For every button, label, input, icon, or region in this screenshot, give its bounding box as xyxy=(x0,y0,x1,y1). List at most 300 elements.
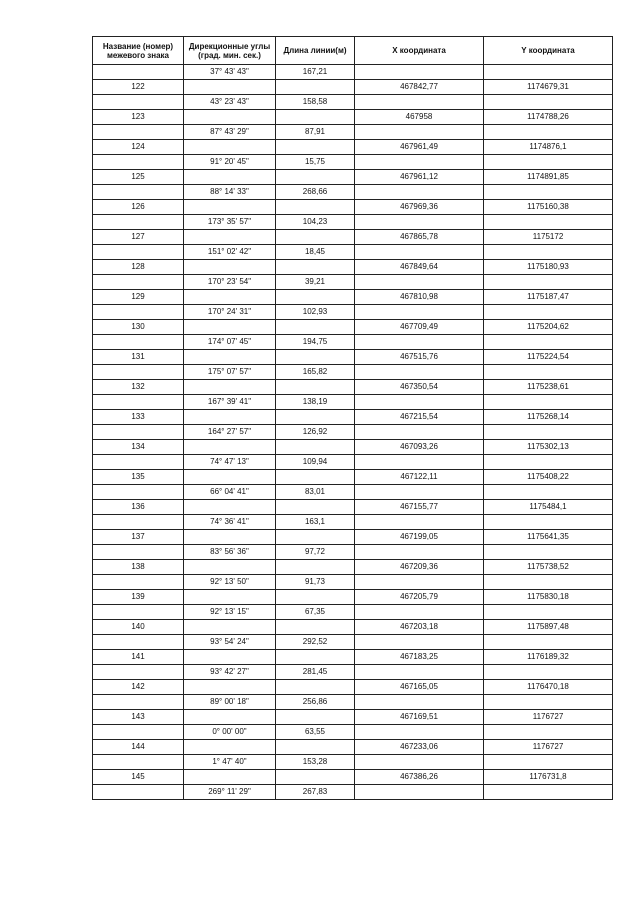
point-row xyxy=(93,170,613,185)
point-row xyxy=(93,410,613,425)
point-blank-angle xyxy=(184,620,276,635)
point-x: 467205,79 xyxy=(355,590,484,605)
point-blank-length xyxy=(276,620,355,635)
segment-row xyxy=(93,305,613,320)
point-blank-length xyxy=(276,350,355,365)
segment-row xyxy=(93,95,613,110)
point-y: 1175187,47 xyxy=(484,290,613,305)
segment-length: 292,52 xyxy=(276,635,355,650)
segment-blank-x xyxy=(355,605,484,620)
segment-length: 83,01 xyxy=(276,485,355,500)
point-y: 1176470,18 xyxy=(484,680,613,695)
segment-row xyxy=(93,515,613,530)
point-blank-angle xyxy=(184,350,276,365)
point-name: 143 xyxy=(93,710,184,725)
boundary-coordinates-table xyxy=(92,36,613,800)
point-blank-length xyxy=(276,290,355,305)
point-blank-length xyxy=(276,200,355,215)
point-x: 467199,05 xyxy=(355,530,484,545)
point-name: 140 xyxy=(93,620,184,635)
segment-length: 163,1 xyxy=(276,515,355,530)
segment-blank-x xyxy=(355,335,484,350)
point-name: 135 xyxy=(93,470,184,485)
point-y: 1174679,31 xyxy=(484,80,613,95)
point-blank-angle xyxy=(184,470,276,485)
point-blank-angle xyxy=(184,530,276,545)
segment-length: 267,83 xyxy=(276,785,355,800)
point-blank-length xyxy=(276,530,355,545)
segment-blank-name xyxy=(93,725,184,740)
point-blank-length xyxy=(276,770,355,785)
point-name: 141 xyxy=(93,650,184,665)
segment-row xyxy=(93,605,613,620)
segment-blank-name xyxy=(93,305,184,320)
point-blank-length xyxy=(276,170,355,185)
segment-angle: 83° 56' 36" xyxy=(184,545,276,560)
point-blank-angle xyxy=(184,380,276,395)
segment-blank-x xyxy=(355,425,484,440)
segment-blank-y xyxy=(484,275,613,290)
point-x: 467122,11 xyxy=(355,470,484,485)
segment-blank-x xyxy=(355,785,484,800)
segment-blank-name xyxy=(93,275,184,290)
segment-angle: 87° 43' 29" xyxy=(184,125,276,140)
point-row xyxy=(93,440,613,455)
point-y: 1175268,14 xyxy=(484,410,613,425)
segment-blank-name xyxy=(93,695,184,710)
point-blank-angle xyxy=(184,230,276,245)
point-row xyxy=(93,140,613,155)
point-blank-length xyxy=(276,410,355,425)
point-blank-length xyxy=(276,440,355,455)
point-y: 1175180,93 xyxy=(484,260,613,275)
point-y: 1175408,22 xyxy=(484,470,613,485)
point-blank-angle xyxy=(184,650,276,665)
point-blank-angle xyxy=(184,110,276,125)
point-y: 1175160,38 xyxy=(484,200,613,215)
point-blank-length xyxy=(276,80,355,95)
point-y: 1174788,26 xyxy=(484,110,613,125)
segment-blank-x xyxy=(355,515,484,530)
segment-length: 15,75 xyxy=(276,155,355,170)
segment-row xyxy=(93,155,613,170)
point-x: 467215,54 xyxy=(355,410,484,425)
segment-blank-y xyxy=(484,365,613,380)
segment-blank-name xyxy=(93,335,184,350)
segment-row xyxy=(93,185,613,200)
point-name: 130 xyxy=(93,320,184,335)
point-y: 1175238,61 xyxy=(484,380,613,395)
segment-blank-y xyxy=(484,605,613,620)
point-x: 467203,18 xyxy=(355,620,484,635)
segment-blank-name xyxy=(93,755,184,770)
point-row xyxy=(93,650,613,665)
point-x: 467169,51 xyxy=(355,710,484,725)
point-x: 467810,98 xyxy=(355,290,484,305)
segment-blank-name xyxy=(93,95,184,110)
segment-angle: 93° 54' 24" xyxy=(184,635,276,650)
segment-blank-x xyxy=(355,665,484,680)
point-row xyxy=(93,560,613,575)
segment-blank-y xyxy=(484,455,613,470)
point-x: 467515,76 xyxy=(355,350,484,365)
segment-blank-name xyxy=(93,185,184,200)
point-x: 467155,77 xyxy=(355,500,484,515)
segment-blank-name xyxy=(93,365,184,380)
segment-blank-y xyxy=(484,665,613,680)
segment-length: 18,45 xyxy=(276,245,355,260)
point-x: 467350,54 xyxy=(355,380,484,395)
segment-blank-name xyxy=(93,155,184,170)
segment-angle: 164° 27' 57" xyxy=(184,425,276,440)
point-row xyxy=(93,260,613,275)
segment-row xyxy=(93,125,613,140)
segment-length: 126,92 xyxy=(276,425,355,440)
segment-blank-y xyxy=(484,695,613,710)
point-y: 1175224,54 xyxy=(484,350,613,365)
point-y: 1175641,35 xyxy=(484,530,613,545)
segment-blank-name xyxy=(93,125,184,140)
point-x: 467093,26 xyxy=(355,440,484,455)
point-blank-angle xyxy=(184,320,276,335)
segment-blank-y xyxy=(484,185,613,200)
point-y: 1176727 xyxy=(484,710,613,725)
segment-length: 109,94 xyxy=(276,455,355,470)
segment-row xyxy=(93,425,613,440)
segment-blank-x xyxy=(355,545,484,560)
segment-blank-x xyxy=(355,725,484,740)
point-x: 467209,36 xyxy=(355,560,484,575)
header-y: Y координата xyxy=(484,37,613,65)
point-name: 127 xyxy=(93,230,184,245)
segment-blank-y xyxy=(484,785,613,800)
point-blank-angle xyxy=(184,590,276,605)
segment-length: 102,93 xyxy=(276,305,355,320)
point-y: 1175738,52 xyxy=(484,560,613,575)
header-angle: Дирекционные углы (град. мин. сек.) xyxy=(184,37,276,65)
point-row xyxy=(93,740,613,755)
segment-blank-y xyxy=(484,425,613,440)
segment-row xyxy=(93,665,613,680)
point-row xyxy=(93,470,613,485)
point-blank-length xyxy=(276,230,355,245)
segment-blank-x xyxy=(355,755,484,770)
segment-length: 268,66 xyxy=(276,185,355,200)
segment-row xyxy=(93,245,613,260)
segment-blank-name xyxy=(93,245,184,260)
segment-row xyxy=(93,455,613,470)
point-blank-angle xyxy=(184,140,276,155)
point-y: 1174891,85 xyxy=(484,170,613,185)
point-x: 467961,12 xyxy=(355,170,484,185)
point-x: 467386,26 xyxy=(355,770,484,785)
point-blank-length xyxy=(276,140,355,155)
point-x: 467183,25 xyxy=(355,650,484,665)
point-blank-length xyxy=(276,500,355,515)
segment-angle: 173° 35' 57" xyxy=(184,215,276,230)
point-y: 1174876,1 xyxy=(484,140,613,155)
point-blank-length xyxy=(276,590,355,605)
segment-blank-y xyxy=(484,485,613,500)
point-row xyxy=(93,590,613,605)
segment-blank-name xyxy=(93,545,184,560)
segment-row xyxy=(93,275,613,290)
point-name: 138 xyxy=(93,560,184,575)
segment-angle: 43° 23' 43" xyxy=(184,95,276,110)
point-blank-angle xyxy=(184,770,276,785)
segment-angle: 92° 13' 15" xyxy=(184,605,276,620)
point-name: 136 xyxy=(93,500,184,515)
point-name: 145 xyxy=(93,770,184,785)
point-y: 1175302,13 xyxy=(484,440,613,455)
point-blank-angle xyxy=(184,500,276,515)
point-row xyxy=(93,110,613,125)
point-blank-angle xyxy=(184,560,276,575)
point-name: 139 xyxy=(93,590,184,605)
point-name: 131 xyxy=(93,350,184,365)
point-name: 122 xyxy=(93,80,184,95)
point-x: 467961,49 xyxy=(355,140,484,155)
header-x: X координата xyxy=(355,37,484,65)
point-blank-angle xyxy=(184,80,276,95)
segment-length: 97,72 xyxy=(276,545,355,560)
point-y: 1175204,62 xyxy=(484,320,613,335)
segment-length: 165,82 xyxy=(276,365,355,380)
point-row xyxy=(93,230,613,245)
point-blank-length xyxy=(276,650,355,665)
point-y: 1176731,8 xyxy=(484,770,613,785)
segment-angle: 167° 39' 41" xyxy=(184,395,276,410)
point-blank-angle xyxy=(184,740,276,755)
segment-blank-y xyxy=(484,635,613,650)
segment-angle: 74° 47' 13" xyxy=(184,455,276,470)
segment-blank-x xyxy=(355,185,484,200)
segment-length: 153,28 xyxy=(276,755,355,770)
segment-blank-y xyxy=(484,125,613,140)
segment-blank-x xyxy=(355,125,484,140)
segment-length: 167,21 xyxy=(276,65,355,80)
point-row xyxy=(93,500,613,515)
header-length: Длина линии(м) xyxy=(276,37,355,65)
segment-row xyxy=(93,215,613,230)
point-row xyxy=(93,320,613,335)
segment-blank-y xyxy=(484,95,613,110)
segment-angle: 37° 43' 43" xyxy=(184,65,276,80)
segment-blank-x xyxy=(355,305,484,320)
segment-row xyxy=(93,395,613,410)
segment-blank-x xyxy=(355,245,484,260)
segment-angle: 89° 00' 18" xyxy=(184,695,276,710)
segment-row xyxy=(93,755,613,770)
point-x: 467233,06 xyxy=(355,740,484,755)
segment-blank-x xyxy=(355,365,484,380)
segment-angle: 175° 07' 57" xyxy=(184,365,276,380)
point-blank-angle xyxy=(184,170,276,185)
segment-blank-x xyxy=(355,275,484,290)
point-blank-angle xyxy=(184,200,276,215)
segment-blank-y xyxy=(484,755,613,770)
segment-blank-name xyxy=(93,215,184,230)
point-name: 125 xyxy=(93,170,184,185)
segment-blank-name xyxy=(93,785,184,800)
segment-blank-name xyxy=(93,455,184,470)
segment-row xyxy=(93,365,613,380)
segment-row xyxy=(93,695,613,710)
point-blank-length xyxy=(276,260,355,275)
point-row xyxy=(93,710,613,725)
segment-angle: 1° 47' 40" xyxy=(184,755,276,770)
segment-blank-name xyxy=(93,425,184,440)
segment-row xyxy=(93,725,613,740)
segment-length: 63,55 xyxy=(276,725,355,740)
point-row xyxy=(93,290,613,305)
segment-blank-y xyxy=(484,65,613,80)
point-name: 124 xyxy=(93,140,184,155)
segment-length: 194,75 xyxy=(276,335,355,350)
segment-row xyxy=(93,635,613,650)
point-name: 132 xyxy=(93,380,184,395)
point-x: 467165,05 xyxy=(355,680,484,695)
segment-blank-x xyxy=(355,455,484,470)
point-blank-angle xyxy=(184,290,276,305)
point-name: 144 xyxy=(93,740,184,755)
point-row xyxy=(93,350,613,365)
segment-blank-x xyxy=(355,95,484,110)
segment-angle: 91° 20' 45" xyxy=(184,155,276,170)
point-blank-length xyxy=(276,560,355,575)
point-name: 137 xyxy=(93,530,184,545)
segment-angle: 92° 13' 50" xyxy=(184,575,276,590)
segment-blank-y xyxy=(484,305,613,320)
segment-angle: 66° 04' 41" xyxy=(184,485,276,500)
point-x: 467969,36 xyxy=(355,200,484,215)
segment-blank-name xyxy=(93,635,184,650)
point-name: 134 xyxy=(93,440,184,455)
segment-angle: 170° 23' 54" xyxy=(184,275,276,290)
point-y: 1176727 xyxy=(484,740,613,755)
segment-row xyxy=(93,335,613,350)
segment-length: 138,19 xyxy=(276,395,355,410)
point-blank-length xyxy=(276,470,355,485)
point-x: 467842,77 xyxy=(355,80,484,95)
point-blank-angle xyxy=(184,680,276,695)
segment-length: 67,35 xyxy=(276,605,355,620)
point-row xyxy=(93,620,613,635)
segment-blank-y xyxy=(484,335,613,350)
point-blank-angle xyxy=(184,440,276,455)
segment-blank-x xyxy=(355,215,484,230)
segment-blank-x xyxy=(355,155,484,170)
segment-length: 104,23 xyxy=(276,215,355,230)
segment-row xyxy=(93,785,613,800)
point-y: 1176189,32 xyxy=(484,650,613,665)
segment-length: 256,86 xyxy=(276,695,355,710)
segment-length: 87,91 xyxy=(276,125,355,140)
segment-blank-y xyxy=(484,725,613,740)
point-row xyxy=(93,770,613,785)
segment-length: 91,73 xyxy=(276,575,355,590)
segment-angle: 93° 42' 27" xyxy=(184,665,276,680)
segment-blank-y xyxy=(484,245,613,260)
segment-blank-name xyxy=(93,65,184,80)
point-row xyxy=(93,680,613,695)
segment-blank-y xyxy=(484,215,613,230)
point-x: 467865,78 xyxy=(355,230,484,245)
segment-angle: 151° 02' 42" xyxy=(184,245,276,260)
point-blank-length xyxy=(276,380,355,395)
point-blank-angle xyxy=(184,260,276,275)
segment-blank-name xyxy=(93,665,184,680)
point-row xyxy=(93,380,613,395)
segment-blank-y xyxy=(484,395,613,410)
segment-angle: 0° 00' 00" xyxy=(184,725,276,740)
point-blank-length xyxy=(276,710,355,725)
point-blank-length xyxy=(276,740,355,755)
point-blank-length xyxy=(276,680,355,695)
table-header-row xyxy=(93,37,613,65)
segment-blank-name xyxy=(93,485,184,500)
segment-blank-name xyxy=(93,605,184,620)
segment-row xyxy=(93,575,613,590)
segment-row xyxy=(93,65,613,80)
segment-length: 158,58 xyxy=(276,95,355,110)
segment-blank-y xyxy=(484,515,613,530)
segment-blank-name xyxy=(93,575,184,590)
point-y: 1175897,48 xyxy=(484,620,613,635)
point-name: 142 xyxy=(93,680,184,695)
point-row xyxy=(93,200,613,215)
point-blank-angle xyxy=(184,410,276,425)
point-blank-angle xyxy=(184,710,276,725)
segment-blank-name xyxy=(93,515,184,530)
point-row xyxy=(93,80,613,95)
segment-blank-name xyxy=(93,395,184,410)
point-name: 126 xyxy=(93,200,184,215)
segment-blank-x xyxy=(355,635,484,650)
segment-row xyxy=(93,545,613,560)
segment-blank-x xyxy=(355,65,484,80)
point-x: 467849,64 xyxy=(355,260,484,275)
segment-length: 281,45 xyxy=(276,665,355,680)
segment-angle: 269° 11' 29" xyxy=(184,785,276,800)
point-x: 467958 xyxy=(355,110,484,125)
point-blank-length xyxy=(276,110,355,125)
point-x: 467709,49 xyxy=(355,320,484,335)
point-row xyxy=(93,530,613,545)
table-body xyxy=(93,65,613,800)
segment-blank-y xyxy=(484,545,613,560)
segment-blank-x xyxy=(355,485,484,500)
point-name: 133 xyxy=(93,410,184,425)
segment-angle: 88° 14' 33" xyxy=(184,185,276,200)
segment-blank-x xyxy=(355,695,484,710)
point-y: 1175830,18 xyxy=(484,590,613,605)
segment-angle: 174° 07' 45" xyxy=(184,335,276,350)
point-blank-length xyxy=(276,320,355,335)
point-name: 128 xyxy=(93,260,184,275)
point-y: 1175484,1 xyxy=(484,500,613,515)
segment-row xyxy=(93,485,613,500)
segment-angle: 170° 24' 31" xyxy=(184,305,276,320)
segment-length: 39,21 xyxy=(276,275,355,290)
segment-blank-y xyxy=(484,155,613,170)
segment-blank-x xyxy=(355,575,484,590)
segment-angle: 74° 36' 41" xyxy=(184,515,276,530)
point-name: 123 xyxy=(93,110,184,125)
header-name: Название (номер) межевого знака xyxy=(93,37,184,65)
point-name: 129 xyxy=(93,290,184,305)
segment-blank-y xyxy=(484,575,613,590)
